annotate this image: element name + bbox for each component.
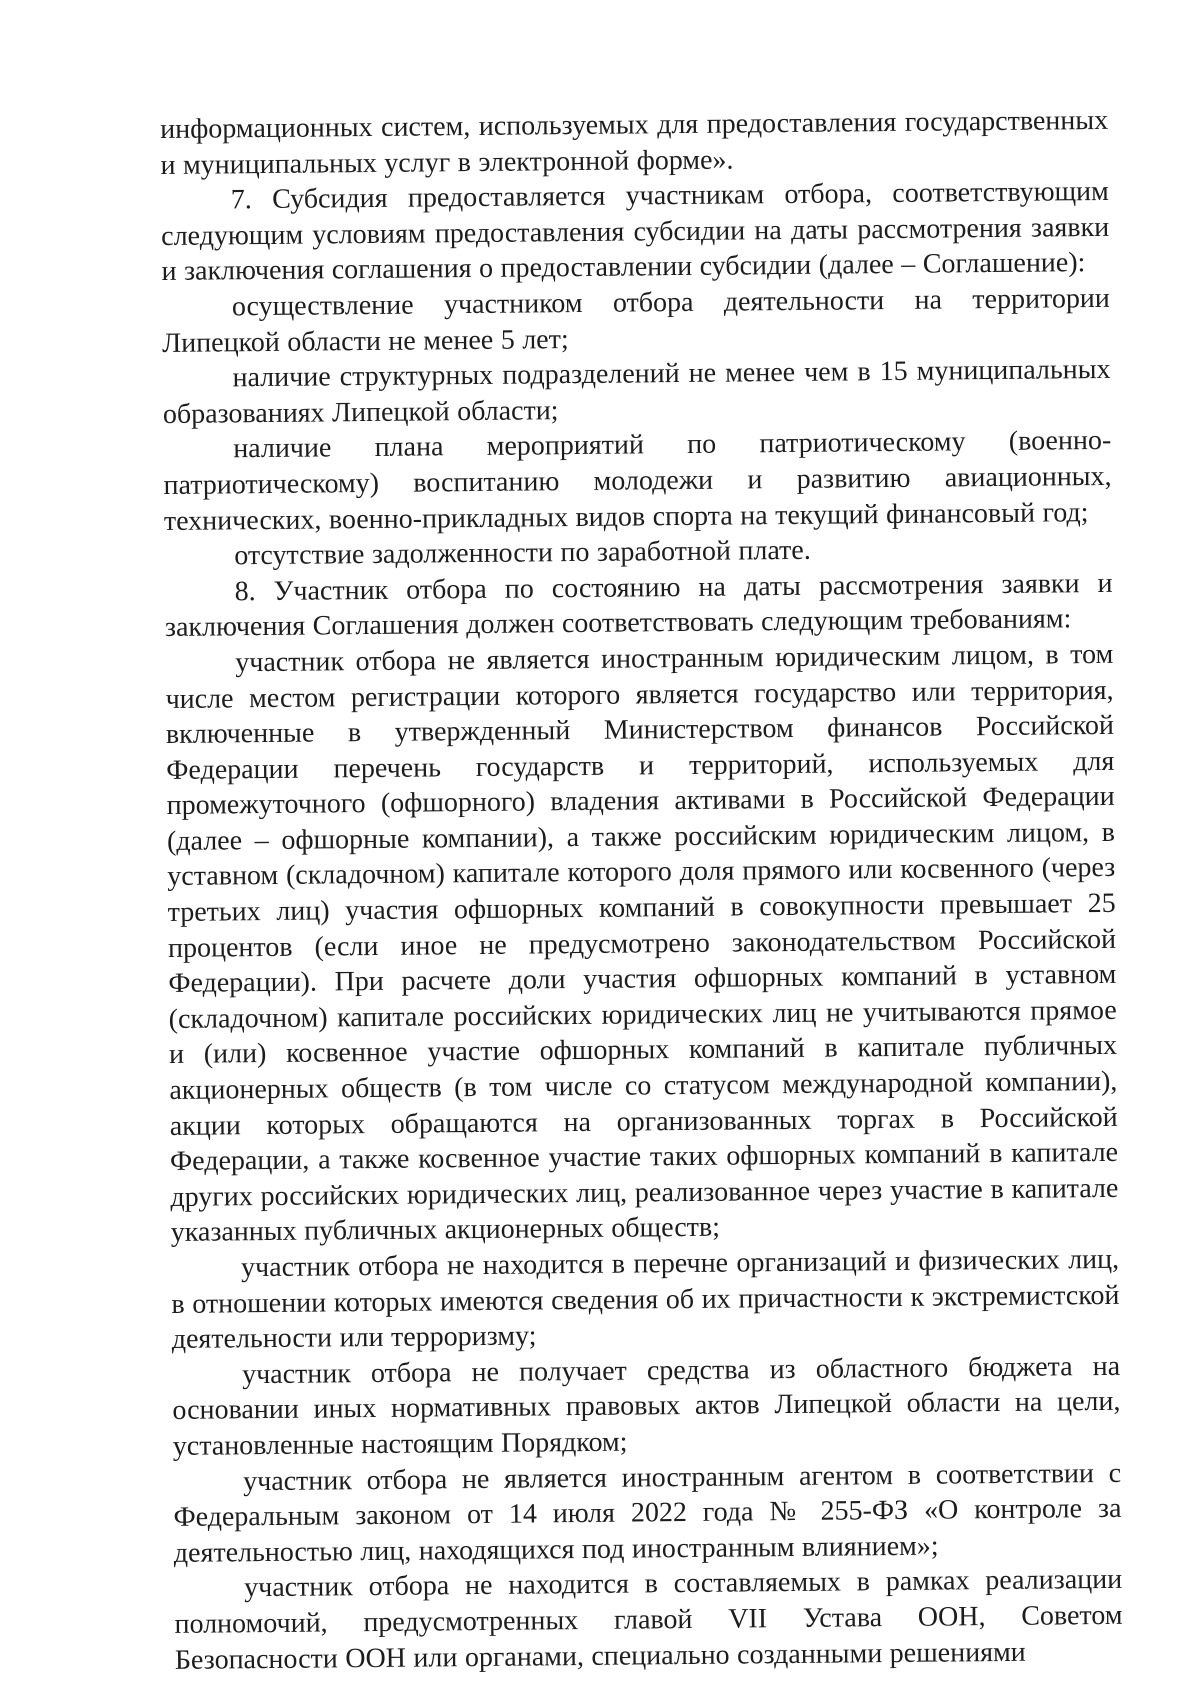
paragraph-condition-structural-units: наличие структурных подразделений не менее чем в 15 муниципальных образованиях Липецкой области; bbox=[162, 354, 1111, 430]
paragraph-requirement-not-foreign-entity: участник отбора не является иностранным юридическим лицом, в том числе местом регистрации которого является государство или территория, включенные в утвержденный Министерством финансов Российской Федерации перечень государств и территорий, используемых для промежуточного (офшорного) владения активами в Российской Федерации (далее – офшорные компании), а также российским юридическим лицом, в уставном (складочном) капитале которого доля прямого или косвенного (через третьих лиц) участия офшорных компаний в совокупности превышает 25 процентов (если иное не предусмотрено законодательством Российской Федерации). При расчете доли участия офшорных компаний в уставном (складочном) капитале российских юридических лиц не учитываются прямое и (или) косвенное участие офшорных компаний в капитале публичных акционерных обществ (в том числе со статусом международной компании), акции которых обращаются на организованных торгах в Российской Федерации, а также косвенное участие таких офшорных компаний в капитале других российских юридических лиц, реализованное через участие в капитале указанных публичных акционерных обществ; bbox=[165, 638, 1119, 1249]
paragraph-continuation: информационных систем, используемых для предоставления государственных и муниципальных услуг в электронной форме». bbox=[160, 104, 1109, 181]
paragraph-condition-no-wage-debt: отсутствие задолженности по заработной плате. bbox=[234, 534, 811, 572]
paragraph-requirement-no-other-funds: участник отбора не получает средства из областного бюджета на основании иных нормативных правовых актов Липецкой области на цели, установленные настоящим Порядком; bbox=[172, 1350, 1121, 1462]
paragraph-condition-patriotic-plan: наличие плана мероприятий по патриотическому (военно-патриотическому) воспитанию молодежи и развитию авиационных, технических, военно-прикладных видов спорта на текущий финансовый год; bbox=[163, 425, 1112, 537]
paragraph-item-7: 7. Субсидия предоставляется участникам отбора, соответствующим следующим условиям предоставления субсидии на даты рассмотрения заявки и заключения соглашения о предоставлении субсидии (далее – Соглашение): bbox=[161, 176, 1110, 288]
paragraph-requirement-not-foreign-agent: участник отбора не является иностранным агентом в соответствии с Федеральным законом от 14 июля 2022 года № 255-ФЗ «О контроле за деятельностью лиц, находящихся под иностранным влиянием»; bbox=[173, 1457, 1122, 1569]
paragraph-condition-activity-period: осуществление участником отбора деятельности на территории Липецкой области не менее 5 лет; bbox=[162, 282, 1110, 359]
paragraph-requirement-not-extremist-list: участник отбора не находится в перечне организаций и физических лиц, в отношении которых имеются сведения об их причастности к экстремистской деятельности или терроризму; bbox=[171, 1243, 1120, 1356]
paragraph-item-8: 8. Участник отбора по состоянию на даты рассмотрения заявки и заключения Соглашения должен соответствовать следующим требованиям: bbox=[164, 567, 1113, 644]
document-page bbox=[160, 103, 1123, 1678]
paragraph-requirement-not-un-sanctions: участник отбора не находится в составляемых в рамках реализации полномочий, предусмотренных главой VII Устава ООН, Советом Безопасности ООН или органами, специально созданными решениями bbox=[174, 1564, 1123, 1676]
